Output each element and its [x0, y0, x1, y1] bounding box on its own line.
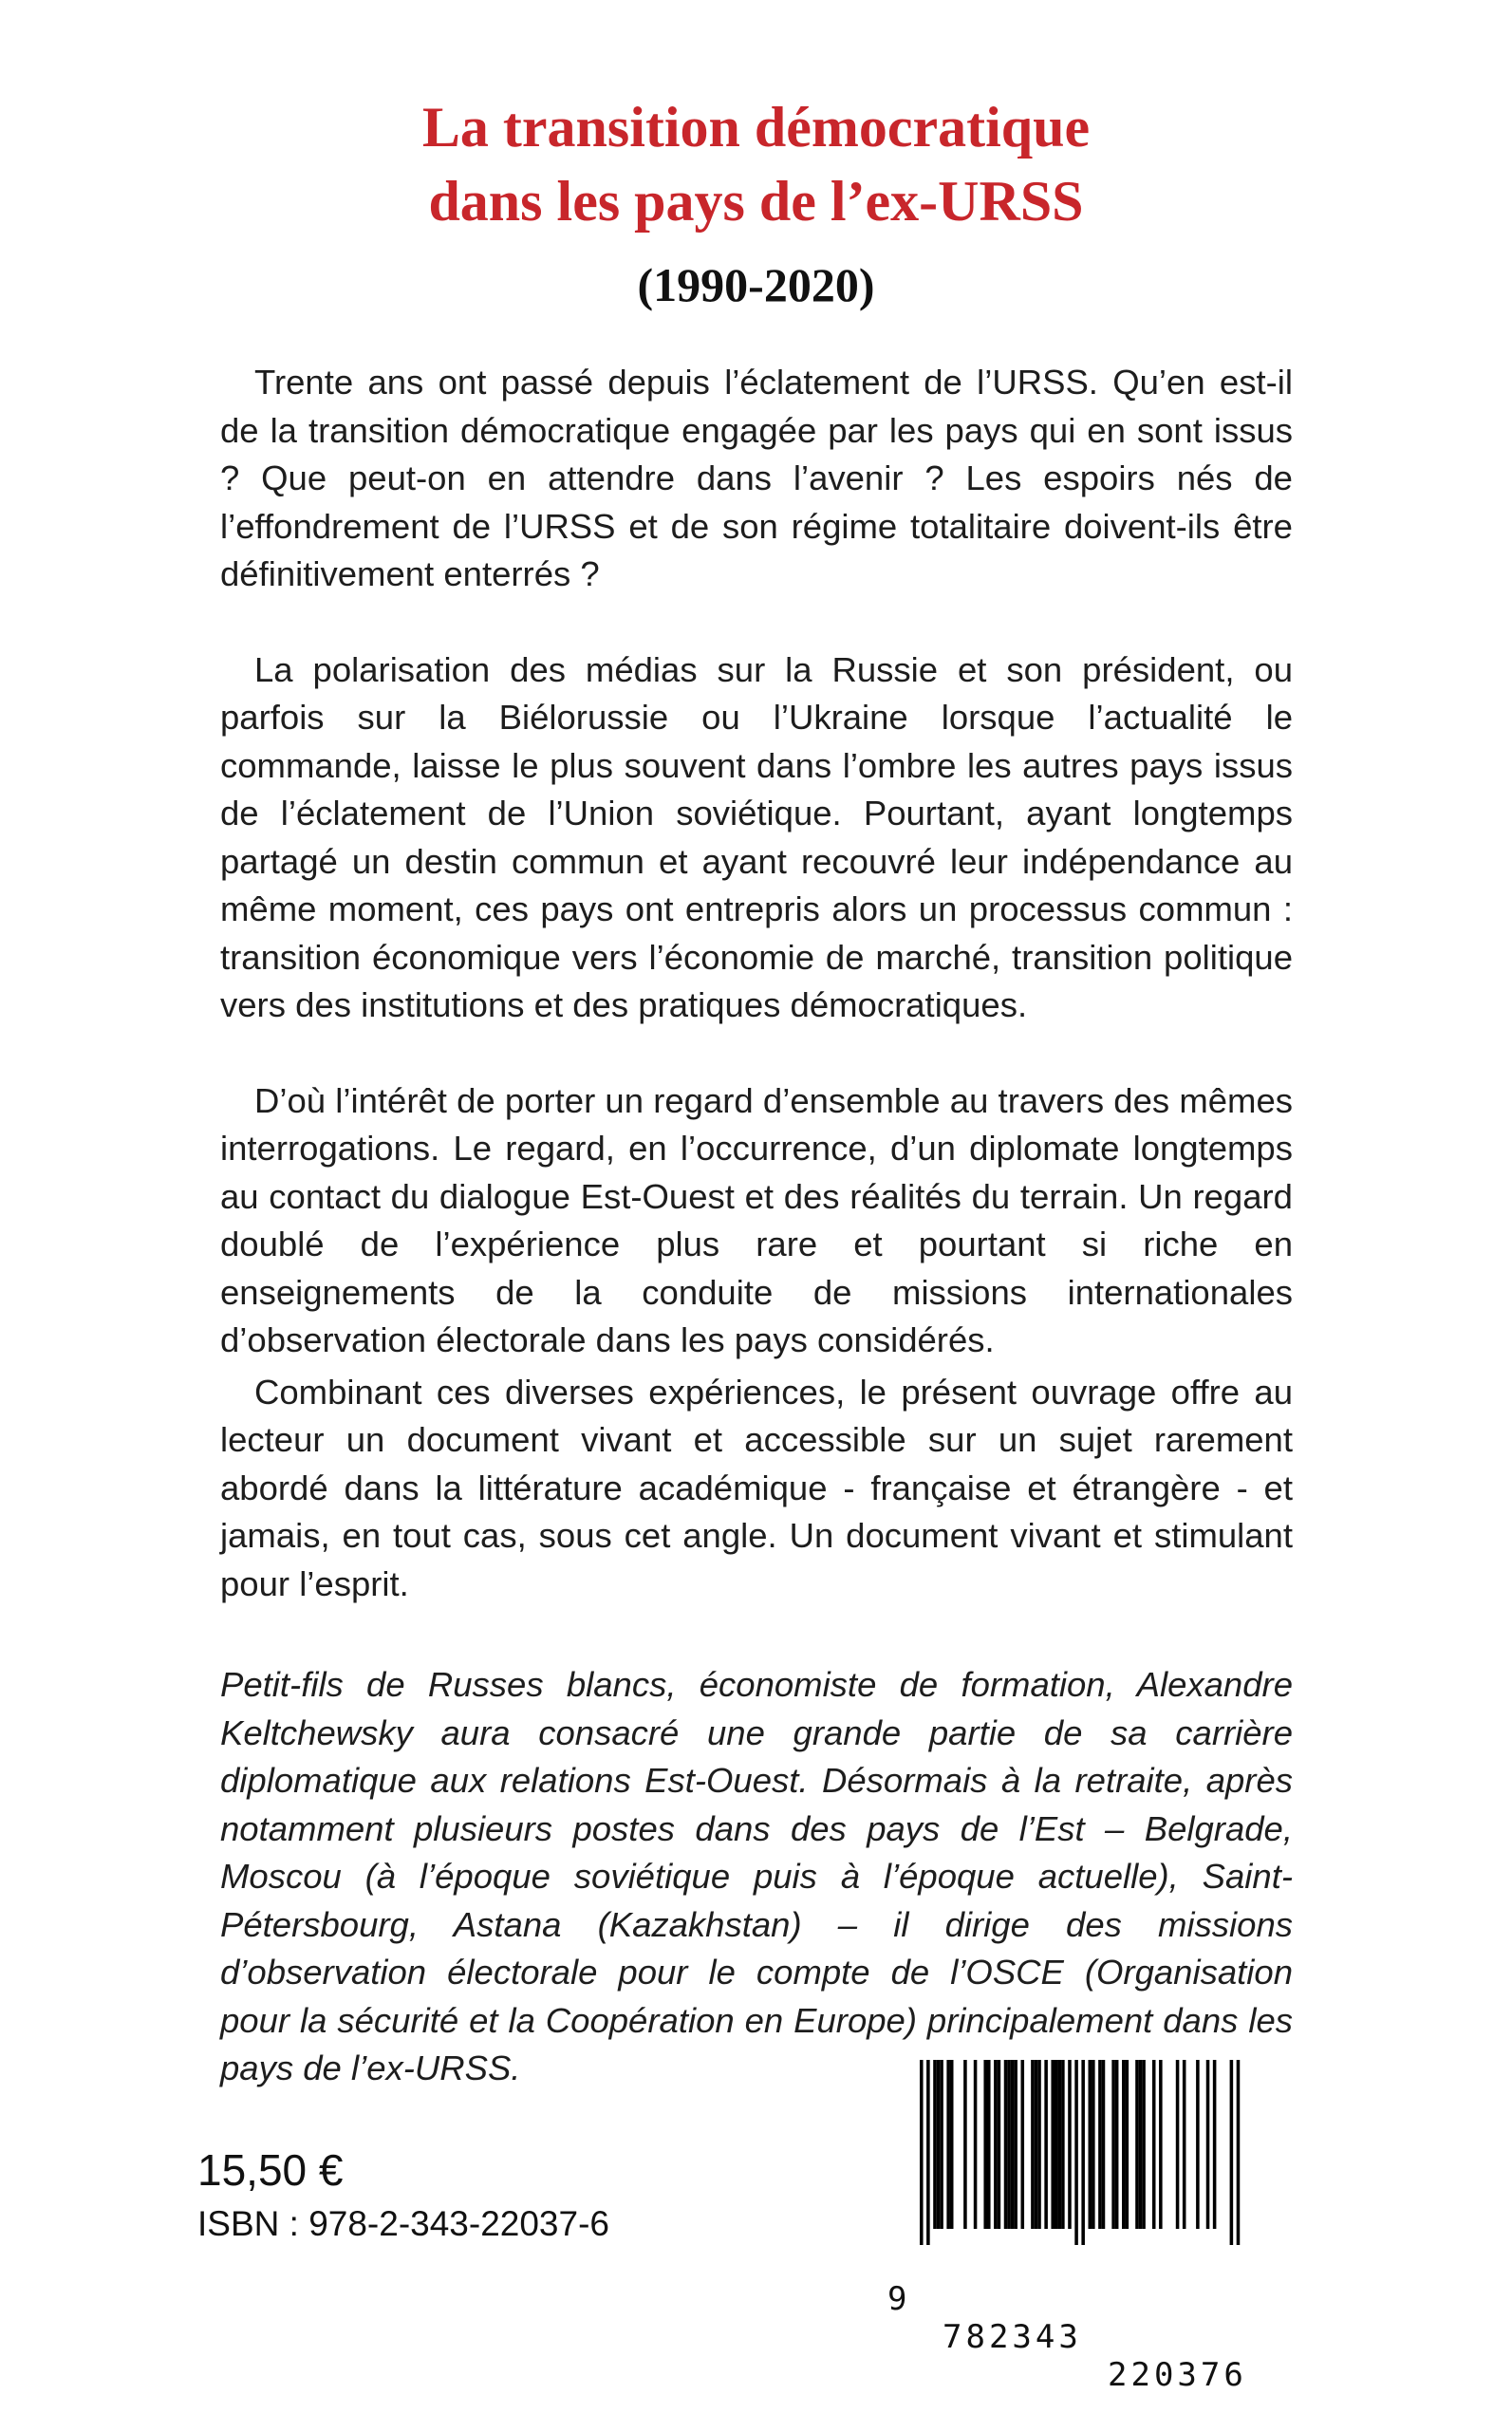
barcode-bar	[1206, 2060, 1210, 2229]
blurb-paragraph-1: Trente ans ont passé depuis l’éclatement de l’URSS. Qu’en est-il de la transition démocratique engagée par les pays qui en sont issus ? Que peut-on en attendre dans l’avenir ? Les espoirs nés de l’effondrement de l’URSS et de son régime totalitaire doivent-ils être définitivement enterrés ?	[220, 363, 1293, 593]
book-title-line-1: La transition démocratique	[421, 96, 1091, 159]
barcode-bars	[887, 2060, 1286, 2245]
blurb-paragraph-3: D’où l’intérêt de porter un regard d’ensemble au travers des mêmes interrogations. Le regard, en l’occurrence, d’un diplomate longtemps au contact du dialogue Est-Ouest et des réalités du terrain. Un regard doublé de l’expérience plus rare et pourtant si riche en enseignements de la conduite de missions internationales d’observation électorale dans les pays considérés.	[220, 1080, 1293, 1359]
barcode-bar	[926, 2060, 930, 2245]
price: 15,50 €	[197, 2145, 344, 2195]
barcode-bar	[998, 2060, 1001, 2229]
barcode-bar	[1055, 2060, 1058, 2229]
barcode-bar	[1139, 2060, 1143, 2229]
barcode-bar	[920, 2060, 924, 2245]
book-title	[0, 90, 1512, 238]
barcode-digits-right: 220376	[1108, 2356, 1247, 2394]
barcode-bar	[1152, 2060, 1156, 2229]
barcode-bar	[1061, 2060, 1065, 2229]
barcode-bar	[1115, 2060, 1119, 2229]
barcode-bar	[1183, 2060, 1186, 2229]
barcode-bar	[1074, 2060, 1078, 2245]
barcode-digits	[887, 2242, 1286, 2432]
barcode-bar	[987, 2060, 991, 2229]
barcode-bar	[1004, 2060, 1008, 2229]
barcode-bar	[1135, 2060, 1139, 2229]
barcode-bar	[1058, 2060, 1062, 2229]
barcode-bar	[1031, 2060, 1035, 2229]
barcode-bar	[1068, 2060, 1072, 2229]
barcode-digit-first: 9	[887, 2280, 907, 2318]
barcode-bar	[1102, 2060, 1106, 2229]
barcode-bar	[1014, 2060, 1017, 2229]
barcode-bar	[983, 2060, 987, 2229]
barcode-bar	[974, 2060, 978, 2229]
barcode-bar	[1237, 2060, 1241, 2245]
barcode-bar	[1037, 2060, 1041, 2229]
barcode-bar	[1159, 2060, 1163, 2229]
barcode-bar	[937, 2060, 941, 2229]
barcode-bar	[1196, 2060, 1200, 2229]
blurb-paragraph-4: Combinant ces diverses expériences, le présent ouvrage offre au lecteur un document vivant et accessible sur un sujet rarement abordé dans la littérature académique - française et étrangère - et jamais, en tout cas, sous cet angle. Un document vivant et stimulant pour l’esprit.	[220, 1372, 1293, 1603]
barcode-bar	[1011, 2060, 1015, 2229]
barcode-digits-left: 782343	[943, 2318, 1082, 2356]
barcode-bar	[1081, 2060, 1085, 2245]
barcode-bar	[1051, 2060, 1055, 2229]
blurb-paragraph-2: La polarisation des médias sur la Russie et son président, ou parfois sur la Biélorussie ou l’Ukraine lorsque l’actualité le commande, laisse le plus souvent dans l’ombre les autres pays issus de l’éclatement de l’Union soviétique. Pourtant, ayant longtemps partagé un destin commun et ayant recouvré leur indépendance au même moment, ces pays ont entrepris alors un processus commun : transition économique vers l’économie de marché, transition politique vers des institutions et des pratiques démocratiques.	[220, 649, 1293, 1024]
barcode-bar	[1230, 2060, 1234, 2245]
barcode-bar	[1089, 2060, 1092, 2229]
barcode-bar	[1021, 2060, 1025, 2229]
isbn: ISBN : 978-2-343-22037-6	[197, 2204, 609, 2243]
barcode-bar	[933, 2060, 937, 2229]
barcode-bar	[946, 2060, 950, 2229]
barcode-bar	[1126, 2060, 1129, 2229]
author-bio: Petit-fils de Russes blancs, économiste de formation, Alexandre Keltchewsky aura consacré une grande partie de sa carrière diplomatique aux relations Est-Ouest. Désormais à la retraite, après notamment plusieurs postes dans des pays de l’Est – Belgrade, Moscou (à l’époque soviétique puis à l’époque actuelle), Saint-Pétersbourg, Astana (Kazakhstan) – il dirige des missions d’observation électorale pour le compte de l’OSCE (Organisation pour la sécurité et la Coopération en Europe) principalement dans les pays de l’ex-URSS.	[220, 1665, 1293, 2087]
barcode-bar	[1213, 2060, 1217, 2229]
barcode-bar	[994, 2060, 998, 2229]
barcode-bar	[1176, 2060, 1180, 2229]
barcode-bar	[963, 2060, 967, 2229]
barcode	[887, 2060, 1286, 2394]
barcode-bar	[1092, 2060, 1095, 2229]
barcode-bar	[940, 2060, 943, 2229]
barcode-bar	[1111, 2060, 1115, 2229]
book-period: (1990-2020)	[637, 258, 875, 311]
blurb	[220, 359, 1293, 2093]
book-title-line-2: dans les pays de l’ex-URSS	[428, 170, 1084, 233]
barcode-bar	[1044, 2060, 1048, 2229]
barcode-bar	[1142, 2060, 1146, 2229]
barcode-bar	[1035, 2060, 1038, 2229]
barcode-bar	[1122, 2060, 1126, 2229]
barcode-bar	[950, 2060, 954, 2229]
barcode-bar	[1007, 2060, 1011, 2229]
barcode-bar	[1098, 2060, 1102, 2229]
